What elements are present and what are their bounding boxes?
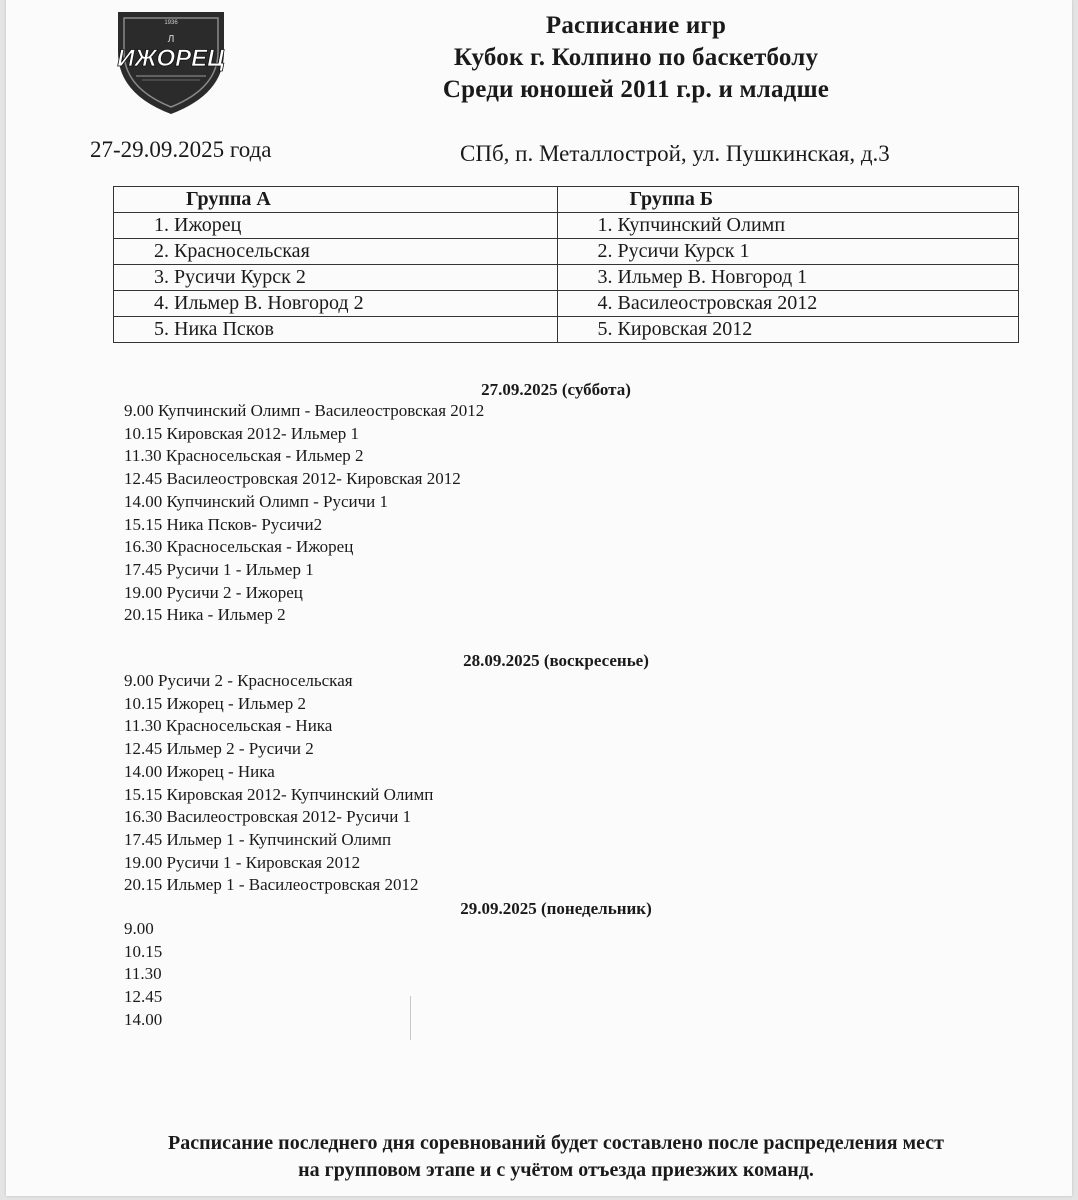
title-line-2: Кубок г. Колпино по баскетболу (453, 44, 819, 71)
table-row (114, 213, 1019, 239)
table-row (114, 239, 1019, 265)
logo-year: 1936 (164, 20, 178, 26)
table-row (114, 291, 1019, 317)
title-line-3: Среди юношей 2011 г.р. и младше (442, 76, 830, 103)
day-1-heading: 27.09.2025 (суббота) (481, 380, 631, 399)
group-b-team: 5. Кировская 2012 (557, 317, 1018, 343)
list-item: 9.00 (124, 919, 154, 938)
list-item: 19.00 Русичи 2 - Ижорец (124, 582, 303, 602)
group-b-team: 1. Купчинский Олимп (557, 213, 1018, 239)
list-item: 17.45 Ильмер 1 - Купчинский Олимп (124, 829, 392, 849)
logo-text: ИЖОРЕЦ (117, 45, 225, 72)
group-b-team: 2. Русичи Курск 1 (557, 239, 1018, 265)
day-2-heading: 28.09.2025 (воскресенье) (463, 651, 649, 670)
list-item: 20.15 Ильмер 1 - Василеостровская 2012 (124, 875, 419, 895)
group-a-team: 5. Ника Псков (114, 317, 558, 343)
list-item: 11.30 Красносельская - Ника (124, 716, 333, 736)
event-dates: 27-29.09.2025 года (90, 137, 272, 162)
list-item: 9.00 Купчинский Олимп - Василеостровская 2012 (124, 401, 485, 420)
group-a-team: 4. Ильмер В. Новгород 2 (114, 291, 558, 317)
group-b-team: 3. Ильмер В. Новгород 1 (557, 265, 1018, 291)
list-item: 15.15 Кировская 2012- Купчинский Олимп (124, 784, 434, 804)
group-a-team: 3. Русичи Курск 2 (114, 265, 558, 291)
list-item: 16.30 Василеостровская 2012- Русичи 1 (124, 807, 412, 827)
table-row (114, 265, 1019, 291)
logo-letter: Л (167, 34, 175, 45)
shield-logo-icon (110, 8, 232, 116)
list-item: 17.45 Русичи 1 - Ильмер 1 (124, 559, 314, 579)
table-row (114, 317, 1019, 343)
list-item: 9.00 Русичи 2 - Красносельская (124, 671, 353, 690)
footer-note (86, 1130, 1026, 1184)
list-item: 15.15 Ника Псков- Русичи2 (124, 514, 323, 534)
title-line-1: Расписание игр (545, 12, 727, 39)
list-item: 10.15 Кировская 2012- Ильмер 1 (124, 423, 360, 443)
list-item: 14.00 Купчинский Олимп - Русичи 1 (124, 491, 389, 511)
list-item: 14.00 Ижорец - Ника (124, 761, 275, 781)
group-b-team: 4. Василеостровская 2012 (557, 291, 1018, 317)
list-item: 11.30 Красносельская - Ильмер 2 (124, 446, 364, 466)
group-a-team: 2. Красносельская (114, 239, 558, 265)
day-2-schedule (124, 670, 433, 897)
list-item: 19.00 Русичи 1 - Кировская 2012 (124, 852, 361, 872)
day-1-schedule (124, 400, 484, 627)
footer-line-2: на групповом этапе и с учётом отъезда приезжих команд. (298, 1159, 814, 1181)
group-b-header: Группа Б (557, 187, 1018, 213)
list-item: 10.15 (124, 941, 163, 961)
day-3-schedule (124, 918, 162, 1032)
list-item: 12.45 Ильмер 2 - Русичи 2 (124, 739, 314, 759)
list-item: 14.00 (124, 1009, 163, 1029)
group-a-team: 1. Ижорец (114, 213, 558, 239)
list-item: 12.45 Василеостровская 2012- Кировская 2012 (124, 469, 461, 489)
event-venue: СПб, п. Металлострой, ул. Пушкинская, д.3 (460, 141, 890, 166)
list-item: 10.15 Ижорец - Ильмер 2 (124, 693, 306, 713)
groups-table (113, 186, 1019, 343)
day-3-heading: 29.09.2025 (понедельник) (460, 899, 652, 918)
list-item: 11.30 (124, 964, 162, 984)
list-item: 20.15 Ника - Ильмер 2 (124, 605, 286, 625)
document-page (6, 0, 1072, 1196)
list-item: 16.30 Красносельская - Ижорец (124, 537, 354, 557)
group-a-header: Группа А (114, 187, 558, 213)
footer-line-1: Расписание последнего дня соревнований будет составлено после распределения мест (168, 1132, 944, 1154)
list-item: 12.45 (124, 987, 163, 1007)
scan-mark (410, 996, 411, 1040)
